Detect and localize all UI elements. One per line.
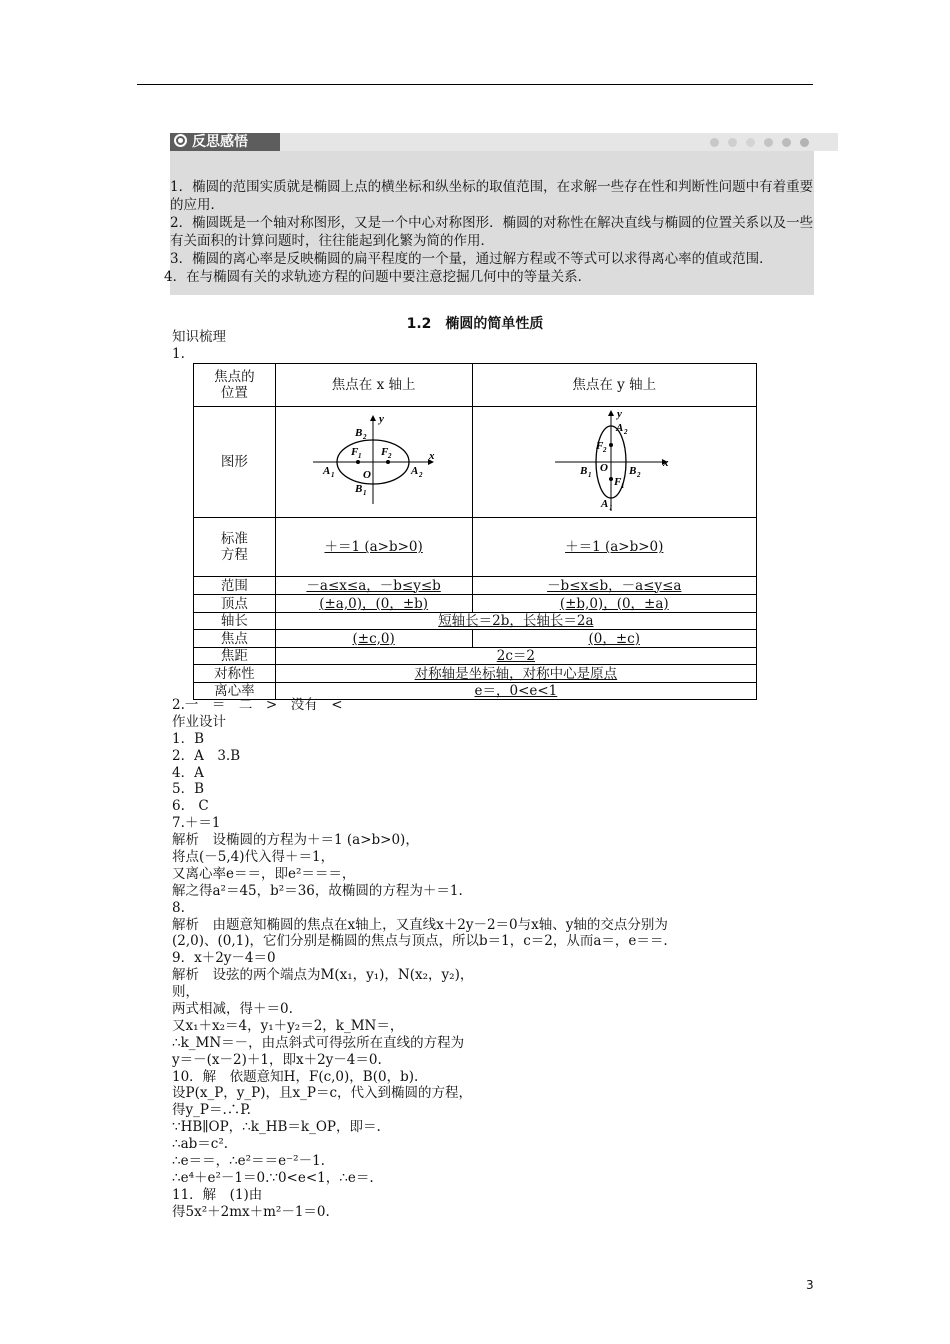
- x-axis-label: x: [663, 457, 669, 469]
- figure-horizontal-ellipse: [275, 407, 472, 518]
- origin-label: O: [362, 469, 371, 481]
- figure-label: 图形: [194, 407, 276, 518]
- focus-f2-label: F: [380, 446, 388, 458]
- cell-y: [472, 518, 756, 577]
- sub-label: 1: [362, 489, 367, 497]
- vertex-b2-label: B: [629, 465, 637, 477]
- cell-x: [275, 518, 472, 577]
- answer-line: 10．解 依题意知H，F(c,0)，B(0，b).: [172, 1068, 419, 1085]
- table-row: [194, 518, 757, 577]
- cell-value: (±c,0): [352, 630, 395, 647]
- origin-label: O: [600, 462, 609, 474]
- answer-line: (2,0)、(0,1)，它们分别是椭圆的焦点与顶点，所以b＝1，c＝2，从而a＝，e＝＝.: [172, 933, 668, 950]
- banner-dot-icon: [728, 138, 737, 147]
- header-x-axis: 焦点在 x 轴上: [275, 364, 472, 407]
- y-axis-label: y: [617, 408, 623, 420]
- vertex-a1-label: A: [601, 498, 609, 510]
- cell-merged: [275, 613, 756, 630]
- cell-x: [275, 577, 472, 595]
- cell-value: 2c＝2: [496, 648, 535, 664]
- vertex-a2-label: A: [410, 465, 418, 477]
- answer-line: 2.一 ＝ 二 > 没有 <: [172, 697, 343, 713]
- sub-label: 1: [588, 471, 592, 479]
- sub-label: 1: [330, 471, 335, 479]
- answer-line: 7.＋＝1: [172, 815, 221, 832]
- answer-line: 则，: [172, 984, 199, 1001]
- vertex-b1-label: B: [354, 483, 362, 495]
- answer-line: y＝－(x－2)＋1，即x＋2y－4＝0.: [172, 1051, 382, 1068]
- answer-line: 5．B: [172, 781, 205, 798]
- answers-block: [172, 697, 822, 1221]
- answer-line: 解析 设椭圆的方程为＋＝1 (a>b>0)，: [172, 832, 419, 849]
- sub-label: 2: [387, 452, 392, 460]
- reflection-item-1: 1．椭圆的范围实质就是椭圆上点的横坐标和纵坐标的取值范围，在求解一些存在性和判断性问题中有着重要的应用．: [170, 179, 814, 213]
- focus-f1-label: F: [614, 476, 622, 488]
- answer-line: 11．解 (1)由: [172, 1186, 263, 1203]
- answer-line: 得5x²＋2mx＋m²－1＝0.: [172, 1203, 330, 1220]
- banner-dot-icon: [800, 138, 809, 147]
- row-label: 离心率: [194, 683, 276, 700]
- answer-line: 又离心率e＝＝，即e²＝＝＝，: [172, 865, 356, 882]
- cell-value: 短轴长＝2b，长轴长＝2a: [438, 613, 594, 629]
- vertex-a1-label: A: [322, 465, 330, 477]
- banner-dot-icon: [764, 138, 773, 147]
- reflection-item-3: 3．椭圆的离心率是反映椭圆的扁平程度的一个量，通过解方程或不等式可以求得离心率的值或范围．: [170, 251, 773, 267]
- answer-line: ∴e＝＝，∴e²＝＝e⁻²－1.: [172, 1153, 325, 1170]
- answer-line: 作业设计: [172, 713, 226, 730]
- answer-line: 4．A: [172, 764, 204, 781]
- knowledge-heading: 知识梳理: [172, 329, 226, 345]
- answer-line: 9．x＋2y－4＝0: [172, 950, 276, 967]
- cell-y: [472, 630, 756, 648]
- answer-line: ∴k_MN＝－，由点斜式可得弦所在直线的方程为: [172, 1034, 465, 1051]
- header-y-axis: 焦点在 y 轴上: [472, 364, 756, 407]
- row-label: 范围: [194, 577, 276, 595]
- answer-line: 1．B: [172, 730, 205, 747]
- cell-merged: [275, 665, 756, 683]
- cell-value: (±b,0)，(0，±a): [559, 595, 669, 612]
- header-rule: [137, 84, 813, 85]
- row-label: 焦点: [194, 630, 276, 648]
- cell-value: ＋＝1 (a>b>0): [324, 539, 423, 555]
- row-label: 标准 方程: [194, 518, 276, 577]
- reflection-banner-tab: [170, 133, 280, 151]
- answer-line: ∵HB∥OP，∴k_HB＝k_OP，即＝.: [172, 1119, 381, 1136]
- horizontal-ellipse-diagram: [309, 412, 439, 508]
- answer-line: 8.: [172, 899, 185, 916]
- sub-label: 2: [418, 471, 423, 479]
- cell-value: (0，±c): [588, 630, 640, 647]
- table-row: [194, 630, 757, 648]
- banner-dot-icon: [782, 138, 791, 147]
- sub-label: 2: [362, 433, 367, 441]
- table-row: [194, 577, 757, 595]
- vertex-a2-label: A: [616, 422, 624, 434]
- banner-title: 反思感悟: [192, 134, 248, 150]
- table-row-figure: [194, 407, 757, 518]
- reflection-item-4: 4．在与椭圆有关的求轨迹方程的问题中要注意挖掘几何中的等量关系．: [164, 269, 592, 285]
- y-axis-label: y: [378, 413, 384, 425]
- reflection-text: [164, 178, 815, 286]
- table-header-row: [194, 364, 757, 407]
- sub-label: 1: [357, 452, 362, 460]
- reflection-item-2: 2．椭圆既是一个轴对称图形，又是一个中心对称图形．椭圆的对称性在解决直线与椭圆的位置关系以及一些有关面积的计算问题时，往往能起到化繁为简的作用．: [170, 215, 814, 249]
- figure-vertical-ellipse: [472, 407, 756, 518]
- cell-x: [275, 595, 472, 613]
- cell-x: [275, 630, 472, 648]
- table-row: [194, 648, 757, 665]
- answer-line: 6. C: [172, 798, 209, 815]
- header-focus-position: 焦点的 位置: [194, 364, 276, 407]
- answer-line: 将点(－5,4)代入得＋＝1，: [172, 849, 335, 866]
- bullet-circle-icon: [174, 134, 187, 147]
- page-number: 3: [806, 1278, 814, 1292]
- cell-value: －a≤x≤a，－b≤y≤b: [306, 577, 441, 594]
- item-1-label: 1.: [172, 346, 185, 362]
- x-axis-label: x: [428, 450, 435, 462]
- sub-label: 2: [603, 446, 607, 454]
- focus-f1-label: F: [350, 446, 358, 458]
- cell-y: [472, 595, 756, 613]
- answer-line: 两式相减，得＋＝0.: [172, 1001, 293, 1018]
- sub-label: 2: [624, 428, 628, 436]
- answer-line: 解析 由题意知椭圆的焦点在x轴上，又直线x＋2y－2＝0与x轴、y轴的交点分别为: [172, 916, 668, 933]
- sub-label: 2: [637, 471, 641, 479]
- vertex-b1-label: B: [580, 465, 588, 477]
- answer-line: ∴ab＝c².: [172, 1136, 229, 1153]
- answer-line: 得y_P＝.∴P.: [172, 1102, 251, 1119]
- focus-f2-label: F: [596, 440, 604, 452]
- cell-value: ＋＝1 (a>b>0): [565, 539, 664, 555]
- vertex-b2-label: B: [354, 427, 362, 439]
- sub-label: 1: [609, 504, 613, 512]
- answer-line: 又x₁＋x₂＝4，y₁＋y₂＝2，k_MN＝，: [172, 1017, 404, 1034]
- cell-y: [472, 577, 756, 595]
- answer-line: 解之得a²＝45，b²＝36，故椭圆的方程为＋＝1.: [172, 882, 463, 899]
- table-row: [194, 665, 757, 683]
- sub-label: 1: [621, 482, 625, 490]
- cell-value: e＝，0<e<1: [474, 683, 558, 699]
- row-label: 焦距: [194, 648, 276, 665]
- answer-line: ∴e⁴＋e²－1＝0.∵0<e<1，∴e＝.: [172, 1169, 374, 1186]
- vertical-ellipse-diagram: [549, 407, 679, 513]
- cell-merged: [275, 648, 756, 665]
- section-title: 1.2 椭圆的简单性质: [406, 316, 544, 332]
- table-row: [194, 595, 757, 613]
- banner-dot-icon: [746, 138, 755, 147]
- row-label: 顶点: [194, 595, 276, 613]
- ellipse-properties-table: [193, 363, 757, 699]
- answer-line: 设P(x_P，y_P)，且x_P＝c，代入到椭圆的方程，: [172, 1085, 473, 1102]
- row-label: 轴长: [194, 613, 276, 630]
- cell-value: 对称轴是坐标轴，对称中心是原点: [414, 665, 618, 682]
- cell-value: －b≤x≤b，－a≤y≤a: [547, 577, 682, 594]
- row-label: 对称性: [194, 665, 276, 683]
- answer-line: 解析 设弦的两个端点为M(x₁，y₁)，N(x₂，y₂)，: [172, 967, 474, 984]
- banner-dot-icon: [710, 138, 719, 147]
- cell-value: (±a,0)，(0，±b): [319, 595, 429, 612]
- answer-line: 2．A 3.B: [172, 747, 241, 764]
- table-row: [194, 613, 757, 630]
